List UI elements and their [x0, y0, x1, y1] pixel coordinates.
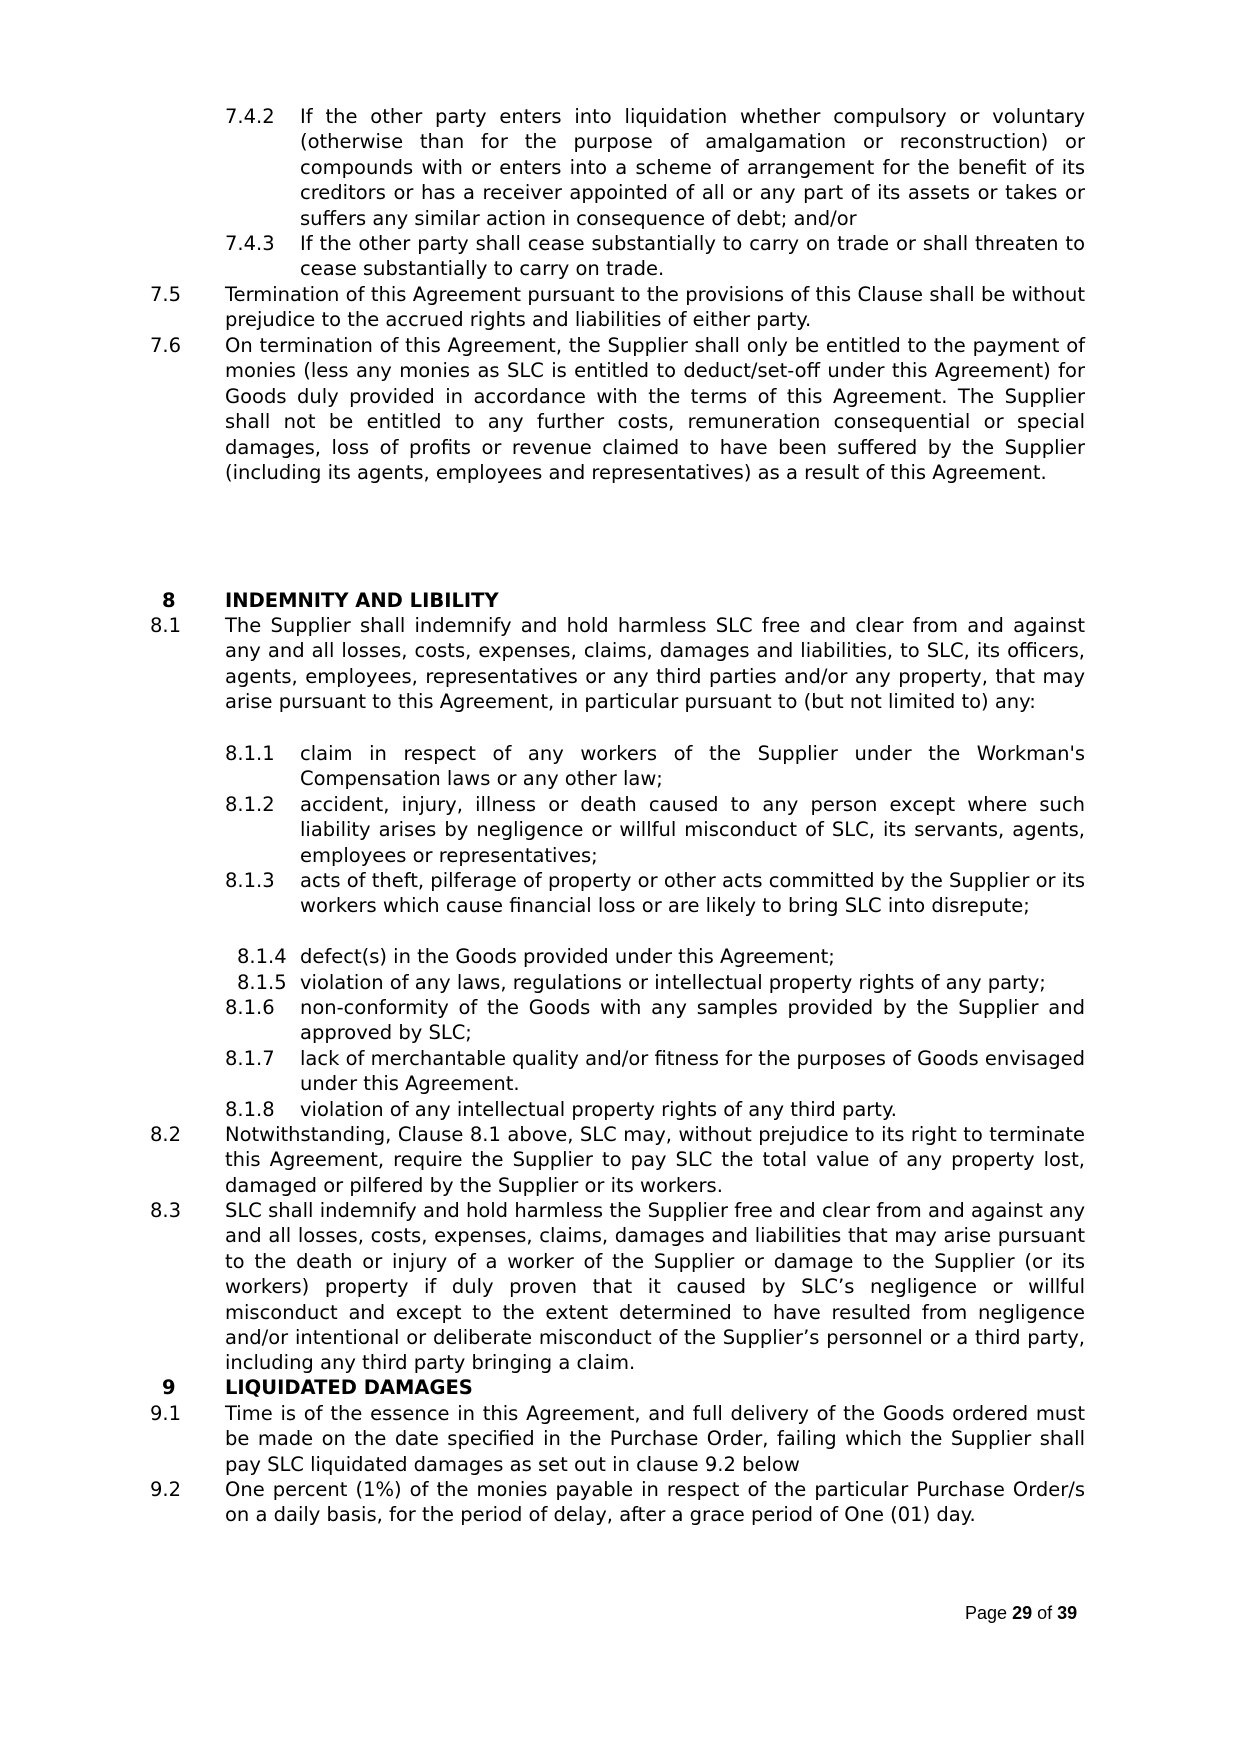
- clause-number: 8.2: [150, 1123, 182, 1146]
- clause-text: Notwithstanding, Clause 8.1 above, SLC may, without prejudice to its right to terminate this Agreement, require the Supplier to pay SLC the total value of any property lost, damaged or pilfered by the Supplier or its workers.: [225, 1123, 1085, 1197]
- clause-number: 8.1.6: [225, 996, 275, 1019]
- total-page-count: 39: [1057, 1603, 1078, 1623]
- clause-number: 8.1.8: [225, 1098, 275, 1121]
- clause-number: 8.1.7: [225, 1047, 275, 1070]
- clause-number: 7.5: [150, 283, 182, 306]
- clause-number: 8.1.5: [237, 971, 287, 994]
- current-page-number: 29: [1012, 1603, 1033, 1623]
- clause-text: Termination of this Agreement pursuant to the provisions of this Clause shall be without prejudice to the accrued rights and liabilities of either party.: [225, 283, 1085, 332]
- clause-text: SLC shall indemnify and hold harmless the Supplier free and clear from and against any and all losses, costs, expenses, claims, damages and liabilities that may arise pursuant to the death or injury of a worker of the Supplier or damage to the Supplier (or its workers) property if duly proven that it caused by SLC’s negligence or willful misconduct and except to the extent determined to have resulted from negligence and/or intentional or deliberate misconduct of the Supplier’s personnel or a third party, including any third party bringing a claim.: [225, 1199, 1085, 1375]
- clause-number: 7.6: [150, 334, 182, 357]
- clause-text: Time is of the essence in this Agreement, and full delivery of the Goods ordered must be made on the date specified in the Purchase Order, failing which the Supplier shall pay SLC liquidated damages as set out in clause 9.2 below: [225, 1402, 1085, 1476]
- clause-number: 9.2: [150, 1478, 182, 1501]
- clause-text: acts of theft, pilferage of property or other acts committed by the Supplier or its workers which cause financial loss or are likely to bring SLC into disrepute;: [300, 869, 1085, 918]
- clause-text: accident, injury, illness or death caused to any person except where such liability arises by negligence or willful misconduct of SLC, its servants, agents, employees or representatives;: [300, 793, 1085, 867]
- clause-number: 7.4.3: [225, 232, 275, 255]
- page-separator: of: [1037, 1603, 1053, 1623]
- clause-text: If the other party shall cease substantially to carry on trade or shall threaten to cease substantially to carry on trade.: [300, 232, 1085, 281]
- clause-text: One percent (1%) of the monies payable in respect of the particular Purchase Order/s on a daily basis, for the period of delay, after a grace period of One (01) day.: [225, 1478, 1085, 1527]
- section-number: 8: [162, 589, 176, 612]
- section-title: INDEMNITY AND LIBILITY: [225, 589, 499, 612]
- clause-number: 9.1: [150, 1402, 182, 1425]
- clause-number: 8.1.1: [225, 742, 275, 765]
- clause-text: lack of merchantable quality and/or fitness for the purposes of Goods envisaged under this Agreement.: [300, 1047, 1085, 1096]
- clause-number: 8.1.2: [225, 793, 275, 816]
- clause-text: violation of any laws, regulations or intellectual property rights of any party;: [300, 971, 1046, 994]
- clause-text: claim in respect of any workers of the Supplier under the Workman's Compensation laws or any other law;: [300, 742, 1085, 791]
- clause-text: If the other party enters into liquidation whether compulsory or voluntary (otherwise than for the purpose of amalgamation or reconstruction) or compounds with or enters into a scheme of arrangement for the benefit of its creditors or has a receiver appointed of all or any part of its assets or takes or suffers any similar action in consequence of debt; and/or: [300, 105, 1085, 230]
- section-number: 9: [162, 1376, 176, 1399]
- clause-number: 8.1.3: [225, 869, 275, 892]
- clause-number: 7.4.2: [225, 105, 275, 128]
- clause-text: The Supplier shall indemnify and hold harmless SLC free and clear from and against any and all losses, costs, expenses, claims, damages and liabilities, to SLC, its officers, agents, employees, representatives or any third parties and/or any property, that may arise pursuant to this Agreement, in particular pursuant to (but not limited to) any:: [225, 614, 1085, 714]
- section-title: LIQUIDATED DAMAGES: [225, 1376, 473, 1399]
- clause-number: 8.1: [150, 614, 182, 637]
- clause-text: On termination of this Agreement, the Supplier shall only be entitled to the payment of monies (less any monies as SLC is entitled to deduct/set-off under this Agreement) for Goods duly provided in accordance with the terms of this Agreement. The Supplier shall not be entitled to any further costs, remuneration consequential or special damages, loss of profits or revenue claimed to have been suffered by the Supplier (including its agents, employees and representatives) as a result of this Agreement.: [225, 334, 1085, 485]
- clause-number: 8.3: [150, 1199, 182, 1222]
- clause-text: defect(s) in the Goods provided under this Agreement;: [300, 945, 835, 968]
- page-label: Page: [965, 1603, 1008, 1623]
- clause-text: non-conformity of the Goods with any samples provided by the Supplier and approved by SLC;: [300, 996, 1085, 1045]
- clause-number: 8.1.4: [237, 945, 287, 968]
- clause-text: violation of any intellectual property rights of any third party.: [300, 1098, 897, 1121]
- page-number-footer: [965, 1603, 1077, 1624]
